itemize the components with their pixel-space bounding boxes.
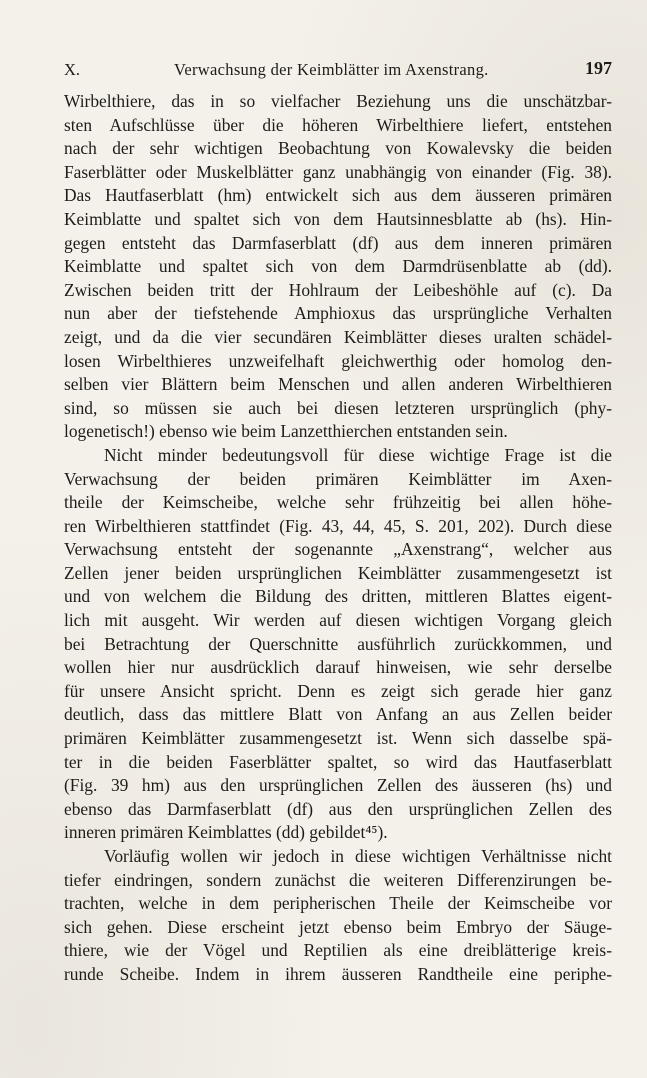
text-line: Verwachsung der beiden primären Keimblätter im Axen- (64, 468, 612, 489)
running-header (64, 60, 612, 90)
text-line: nach der sehr wichtigen Beobachtung von Kowalevsky die beiden (64, 138, 612, 159)
text-line: Zellen jener beiden ursprünglichen Keimblätter zusammengesetzt ist (64, 562, 612, 583)
text-line: trachten, welche in dem peripherischen Theile der Keimscheibe vor (64, 893, 612, 914)
chapter-number: X. (64, 60, 81, 79)
paragraph-first-line: Vorläufig wollen wir jedoch in diese wichtigen Verhältnisse nicht (104, 846, 612, 866)
text-line: sten Aufschlüsse über die höheren Wirbelthiere liefert, entstehen (64, 114, 612, 135)
text-line: gegen entsteht das Darmfaserblatt (df) aus dem inneren primären (64, 232, 612, 253)
text-line: (Fig. 39 hm) aus den ursprünglichen Zellen des äusseren (hs) und (64, 775, 612, 796)
text-line: Keimblatte und spaltet sich von dem Hautsinnesblatte ab (hs). Hin- (64, 208, 612, 229)
text-line: selben vier Blättern beim Menschen und allen anderen Wirbelthieren (64, 374, 612, 395)
text-line: für unsere Ansicht spricht. Denn es zeigt sich gerade hier ganz (64, 680, 612, 701)
body-text (64, 90, 612, 987)
text-line: wollen hier nur ausdrücklich darauf hinweisen, wie sehr derselbe (64, 657, 612, 678)
text-line: bei Betrachtung der Querschnitte ausführlich zurückkommen, und (64, 633, 612, 654)
text-line: sich gehen. Diese erscheint jetzt ebenso beim Embryo der Säuge- (64, 916, 612, 937)
text-line: Verwachsung entsteht der sogenannte „Axenstrang“, welcher aus (64, 539, 612, 560)
running-title: Verwachsung der Keimblätter im Axenstrang. (174, 60, 489, 79)
text-line: Wirbelthiere, das in so vielfacher Beziehung uns die unschätzbar- (64, 91, 612, 111)
text-line: primären Keimblätter zusammengesetzt ist. Wenn sich dasselbe spä- (64, 728, 612, 749)
text-line: sind, so müssen sie auch bei diesen letzteren ursprünglich (phy- (64, 397, 612, 418)
text-line: ebenso das Darmfaserblatt (df) aus den ursprünglichen Zellen des (64, 798, 612, 819)
page-number: 197 (585, 58, 612, 78)
text-line: ren Wirbelthieren stattfindet (Fig. 43, 44, 45, S. 201, 202). Durch diese (64, 515, 612, 536)
text-line: Faserblätter oder Muskelblätter ganz unabhängig von einander (Fig. 38). (64, 161, 612, 182)
text-line: Das Hautfaserblatt (hm) entwickelt sich aus dem äusseren primären (64, 185, 612, 206)
text-line: Keimblatte und spaltet sich von dem Darmdrüsenblatte ab (dd). (64, 256, 612, 277)
text-line: losen Wirbelthieres unzweifelhaft gleichwerthig oder homolog den- (64, 350, 612, 371)
text-line: nun aber der tiefstehende Amphioxus das ursprüngliche Verhalten (64, 303, 612, 324)
text-line: theile der Keimscheibe, welche sehr frühzeitig bei allen höhe- (64, 492, 612, 513)
paragraph-first-line: Nicht minder bedeutungsvoll für diese wichtige Frage ist die (104, 444, 612, 465)
text-line: Zwischen beiden tritt der Hohlraum der Leibeshöhle auf (c). Da (64, 279, 612, 300)
text-line: logenetisch!) ebenso wie beim Lanzetthierchen entstanden sein. (64, 421, 508, 442)
text-line: inneren primären Keimblattes (dd) gebildet⁴⁵). (64, 822, 388, 843)
text-line: tiefer eindringen, sondern zunächst die weiteren Differenzirungen be- (64, 869, 612, 890)
text-line: ter in die beiden Faserblätter spaltet, so wird das Hautfaserblatt (64, 751, 612, 772)
text-line: runde Scheibe. Indem in ihrem äusseren Randtheile eine periphe- (64, 963, 612, 984)
text-line: zeigt, und da die vier secundären Keimblätter dieses uralten schädel- (64, 326, 612, 347)
text-line: und von welchem die Bildung des dritten, mittleren Blattes eigent- (64, 586, 612, 607)
text-line: thiere, wie der Vögel und Reptilien als eine dreiblätterige kreis- (64, 940, 612, 961)
text-line: lich mit ausgeht. Wir werden auf diesen wichtigen Vorgang gleich (64, 610, 612, 631)
text-line: deutlich, dass das mittlere Blatt von Anfang an aus Zellen beider (64, 704, 612, 725)
